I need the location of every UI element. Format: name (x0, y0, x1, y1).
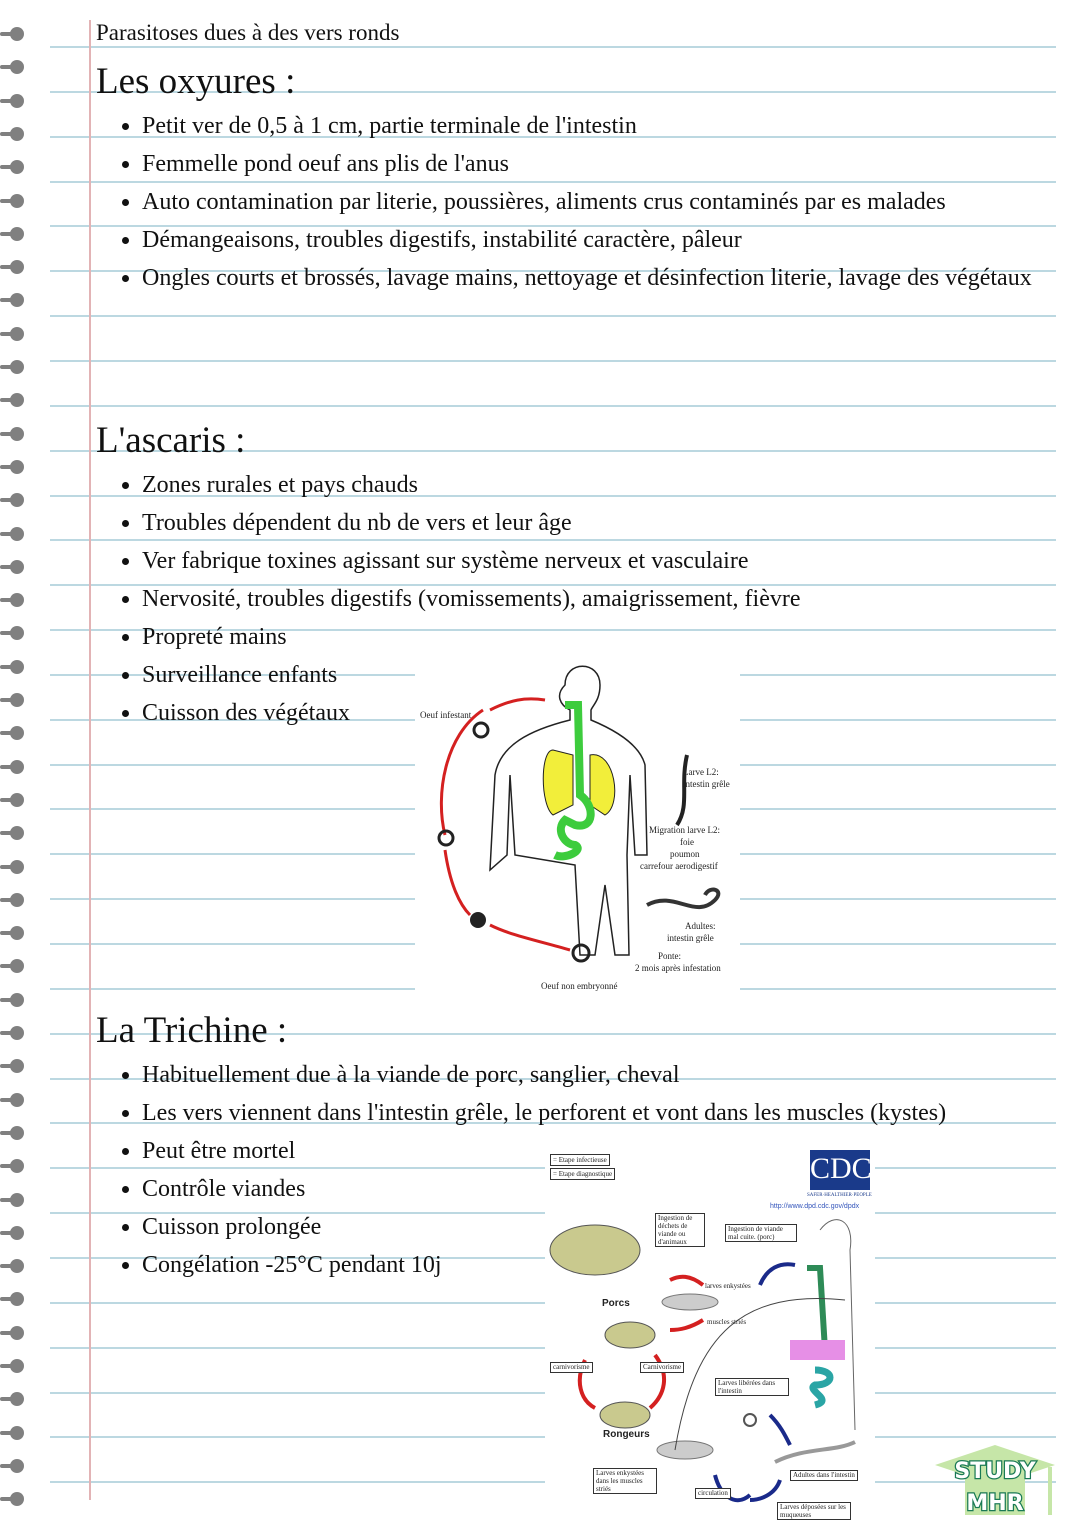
list-item: • Contrôle viandes (142, 1170, 1066, 1208)
list-item: • Troubles dépendent du nb de vers et leur âge (142, 504, 1066, 542)
list-item: • Ver fabrique toxines agissant sur système nerveux et vasculaire (142, 542, 1066, 580)
label-migration: Migration larve L2: (649, 825, 720, 835)
binder-ring-icon (0, 1159, 26, 1173)
binder-ring-icon (0, 993, 26, 1007)
logo-text-mhr: MHR (966, 1491, 1024, 1516)
label-larve-loc: intestin grêle (683, 779, 730, 789)
binder-ring-icon (0, 1392, 26, 1406)
section-title: Les oxyures : (96, 61, 296, 102)
label-larves-deposees: Larves déposées sur les muqueuses (777, 1502, 851, 1520)
list-item: • Ongles courts et brossés, lavage mains, nettoyage et désinfection literie, lavage des végétaux (142, 259, 1066, 297)
binder-ring-icon (0, 1459, 26, 1473)
label-poumon: poumon (670, 849, 700, 859)
binder-ring-icon (0, 959, 26, 973)
bullet-list (96, 107, 1066, 297)
ascaris-life-cycle-diagram (415, 655, 740, 995)
label-ponte-delay: 2 mois après infestation (635, 963, 721, 973)
page-subtitle: Parasitoses dues à des vers ronds (96, 20, 400, 45)
label-ponte: Ponte: (658, 951, 682, 961)
binder-ring-icon (0, 160, 26, 174)
label-larve: Larve L2: (683, 767, 719, 777)
binder-ring-icon (0, 1359, 26, 1373)
label-larves-enkystees: larves enkystées (705, 1282, 751, 1290)
binder-ring-icon (0, 893, 26, 907)
list-item: • Cuisson des végétaux (142, 694, 1066, 732)
binder-ring-icon (0, 660, 26, 674)
list-item: • Femmelle pond oeuf ans plis de l'anus (142, 145, 1066, 183)
binder-ring-icon (0, 127, 26, 141)
binder-ring-icon (0, 860, 26, 874)
label-larves-liberees: Larves libérées dans l'intestin (715, 1378, 789, 1396)
list-item: • Surveillance enfants (142, 656, 1066, 694)
list-item: • Cuisson prolongée (142, 1208, 1066, 1246)
rule-line (50, 315, 1056, 317)
label-adultes: Adultes: (685, 921, 716, 931)
binder-ring-icon (0, 626, 26, 640)
binder-ring-icon (0, 1026, 26, 1040)
binder-ring-icon (0, 1093, 26, 1107)
binder-ring-icon (0, 393, 26, 407)
list-item: • Démangeaisons, troubles digestifs, instabilité caractère, pâleur (142, 221, 1066, 259)
binder-ring-icon (0, 60, 26, 74)
label-porcs: Porcs (602, 1298, 630, 1309)
study-mhr-logo (930, 1440, 1060, 1522)
binder-ring-icon (0, 926, 26, 940)
label-oeuf-non: Oeuf non embryonné (541, 981, 618, 991)
binder-ring-icon (0, 1259, 26, 1273)
graduation-cap-icon (930, 1440, 1060, 1522)
binder-ring-icon (0, 194, 26, 208)
trichine-life-cycle-diagram (545, 1150, 875, 1525)
section-oxyures (96, 57, 1066, 297)
binder-ring-icon (0, 826, 26, 840)
legend-infectious: = Etape infectieuse (550, 1154, 610, 1166)
cdc-logo: CDC (810, 1152, 872, 1185)
label-oeuf-infestant: Oeuf infestant (420, 710, 472, 720)
binder-ring-icon (0, 1426, 26, 1440)
binder-ring-icon (0, 693, 26, 707)
label-muscles-stries: muscles striés (707, 1318, 747, 1326)
binder-ring-icon (0, 593, 26, 607)
rule-line (50, 360, 1056, 362)
rule-line (50, 405, 1056, 407)
label-adultes-intestin: Adultes dans l'intestin (790, 1470, 858, 1481)
list-item: • Habituellement due à la viande de porc, sanglier, cheval (142, 1056, 1066, 1094)
list-item: • Nervosité, troubles digestifs (vomissements), amaigrissement, fièvre (142, 580, 1066, 618)
label-rongeurs: Rongeurs (603, 1429, 650, 1440)
section-title: L'ascaris : (96, 420, 246, 461)
binder-ring-icon (0, 427, 26, 441)
margin-line (89, 20, 91, 1500)
binder-ring-icon (0, 27, 26, 41)
list-item: • Propreté mains (142, 618, 1066, 656)
binder-ring-icon (0, 527, 26, 541)
label-ingestion-viande: Ingestion de viande mal cuite. (porc) (725, 1224, 797, 1242)
binder-ring-icon (0, 94, 26, 108)
binder-ring-icon (0, 360, 26, 374)
label-foie: foie (680, 837, 694, 847)
binder-ring-icon (0, 793, 26, 807)
binder-ring-icon (0, 560, 26, 574)
list-item: • Peut être mortel (142, 1132, 1066, 1170)
label-carnivorisme-2: Carnivorisme (640, 1362, 684, 1373)
label-larves-enk-muscles: Larves enkystées dans les muscles striés (593, 1468, 657, 1494)
list-item: • Les vers viennent dans l'intestin grêle, le perforent et vont dans les muscles (kystes) (142, 1094, 1066, 1132)
label-ingestion-dechets: Ingestion de déchets de viande ou d'animaux (655, 1213, 705, 1247)
logo-text-study: STUDY (954, 1459, 1036, 1484)
binder-ring-icon (0, 760, 26, 774)
binder-ring-icon (0, 227, 26, 241)
section-title: La Trichine : (96, 1010, 288, 1051)
legend-diagnostic: = Etape diagnostique (550, 1168, 615, 1180)
binder-ring-icon (0, 460, 26, 474)
list-item: • Petit ver de 0,5 à 1 cm, partie terminale de l'intestin (142, 107, 1066, 145)
binder-ring-icon (0, 1492, 26, 1506)
cdc-tagline: SAFER·HEALTHIER·PEOPLE (807, 1193, 872, 1198)
binder-ring-icon (0, 1226, 26, 1240)
binder-ring-icon (0, 1193, 26, 1207)
binder-ring-icon (0, 1126, 26, 1140)
list-item: • Congélation -25°C pendant 10j (142, 1246, 1066, 1284)
cdc-url: http://www.dpd.cdc.gov/dpdx (770, 1203, 860, 1210)
list-item: • Zones rurales et pays chauds (142, 466, 1066, 504)
binder-ring-icon (0, 1292, 26, 1306)
label-carnivorisme-1: carnivorisme (550, 1362, 593, 1373)
binder-ring-icon (0, 293, 26, 307)
label-circulation: circulation (695, 1488, 731, 1499)
binder-ring-icon (0, 1326, 26, 1340)
binder-ring-icon (0, 493, 26, 507)
label-carrefour: carrefour aerodigestif (640, 861, 718, 871)
binder-ring-icon (0, 726, 26, 740)
label-adultes-loc: intestin grêle (667, 933, 714, 943)
list-item: • Auto contamination par literie, poussières, aliments crus contaminés par es malades (142, 183, 1066, 221)
binder-ring-icon (0, 327, 26, 341)
binder-ring-icon (0, 260, 26, 274)
binder-ring-icon (0, 1059, 26, 1073)
